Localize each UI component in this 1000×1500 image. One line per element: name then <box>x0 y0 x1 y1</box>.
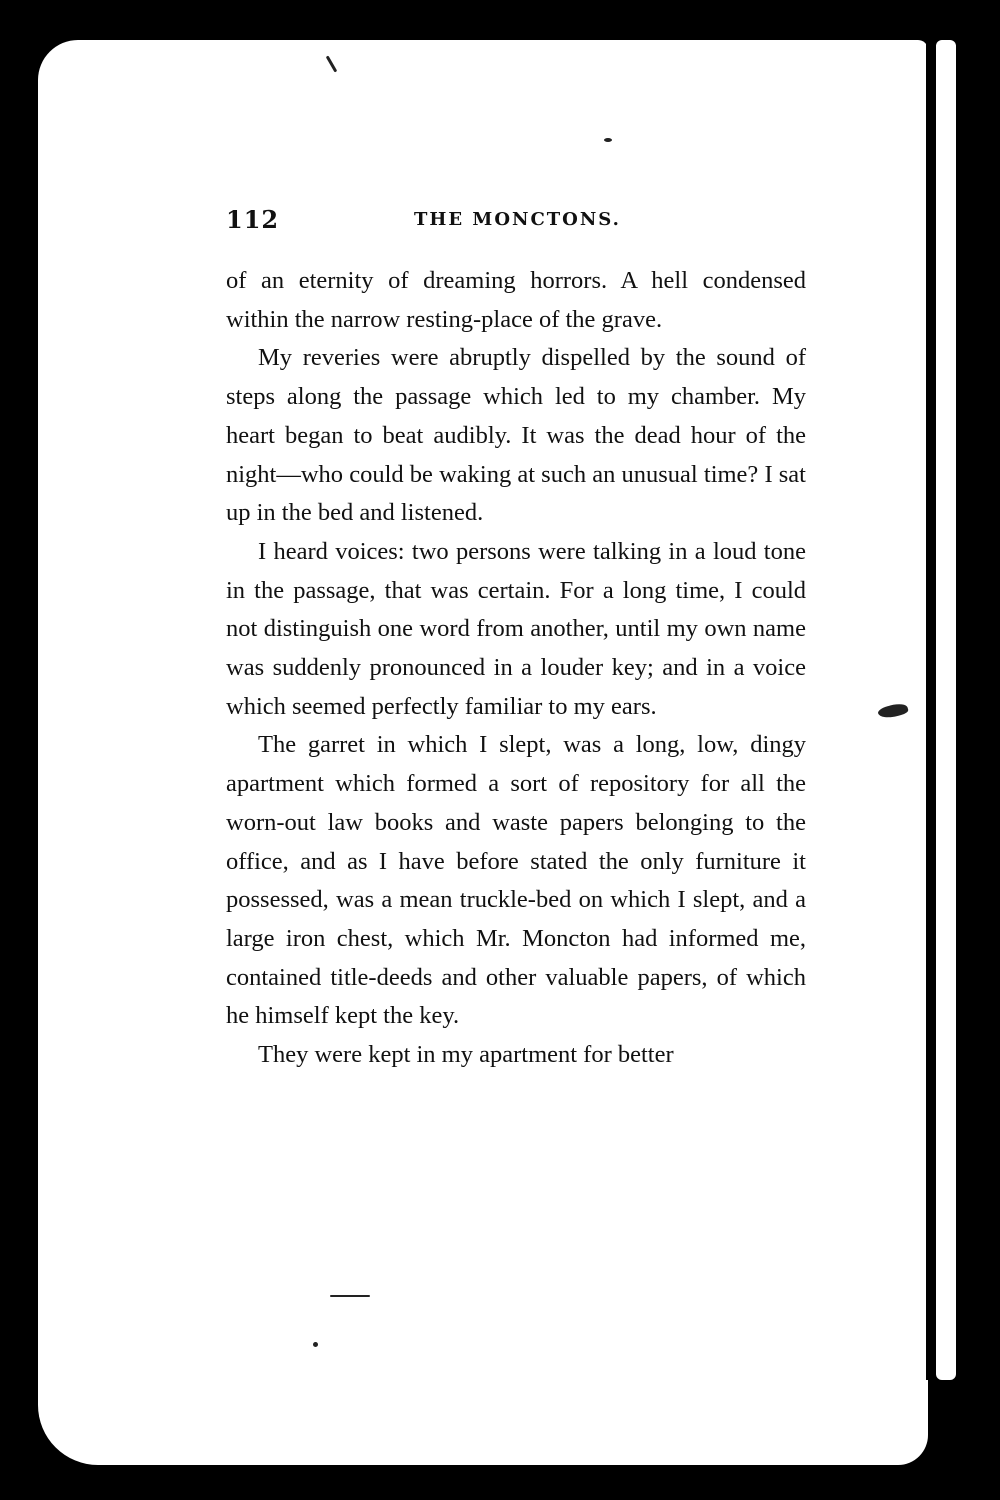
paragraph: The garret in which I slept, was a long, low, dingy apartment which formed a sort of repository for all the worn-out law books and waste papers belonging to the office, and as I have before stated the only furniture it possessed, was a mean truckle-bed on which I slept, and a large iron chest, which Mr. Moncton had informed me, contained title-deeds and other valuable papers, of which he himself kept the key. <box>226 731 806 1030</box>
ink-speck <box>604 138 612 142</box>
paragraph: They were kept in my apartment for better <box>258 1041 674 1069</box>
page-edge-shadow <box>926 40 936 1380</box>
paragraph-continued: of an eternity of dreaming horrors. A hell condensed within the narrow resting-place of the grave. <box>226 267 806 333</box>
paragraph: I heard voices: two persons were talking in a loud tone in the passage, that was certain. For a long time, I could not distinguish one word from another, until my own name was suddenly pronounced in a louder key; and in a voice which seemed perfectly familiar to my ears. <box>226 537 806 720</box>
body-text <box>226 262 806 1075</box>
page-edge-strip <box>936 40 956 1380</box>
ink-speck <box>330 1295 370 1297</box>
running-head <box>226 205 806 239</box>
paragraph: My reveries were abruptly dispelled by the sound of steps along the passage which led to my chamber. My heart began to beat audibly. It was the dead hour of the night—who could be waking at such an unusual time? I sat up in the bed and listened. <box>226 344 806 527</box>
ink-speck <box>313 1342 318 1347</box>
book-title: THE MONCTONS. <box>414 209 621 230</box>
page-number: 112 <box>226 205 280 234</box>
